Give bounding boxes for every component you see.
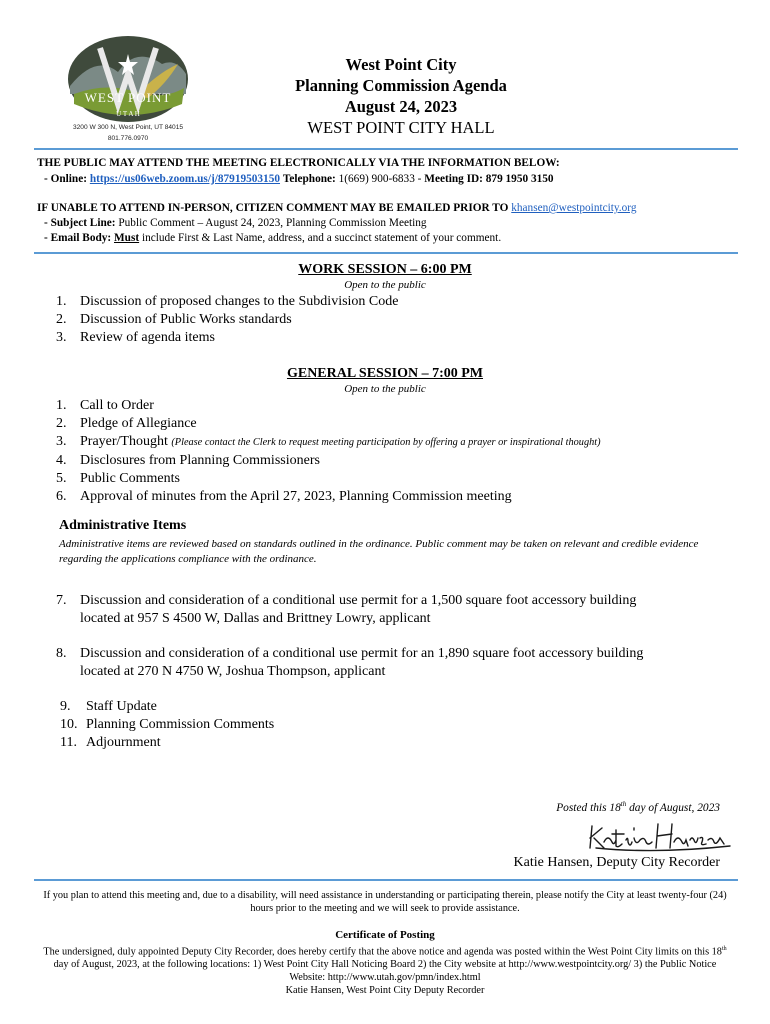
email-link[interactable]: khansen@westpointcity.org <box>511 202 637 214</box>
list-item: 3. Prayer/Thought (Please contact the Clerk to request meeting participation by offering a prayer or inspirational thought) <box>56 434 601 449</box>
agenda-item: 7. Discussion and consideration of a conditional use permit for a 1,500 square foot accessory building located at 957 S 4500 W, Dallas and Brittney Lowry, applicant <box>56 593 637 626</box>
agenda-header <box>260 54 542 138</box>
signature-image <box>586 818 732 852</box>
list-item: 5. Public Comments <box>56 471 180 486</box>
signature-text: Katie Hansen <box>586 818 592 819</box>
general-session-subtitle: Open to the public <box>344 383 426 395</box>
body-label: - Email Body: <box>44 232 112 244</box>
admin-description: Administrative items are reviewed based on standards outlined in the ordinance. Public comment may be taken on relevant and credible evidence regarding the applications compliance with the ordinance. <box>59 538 699 565</box>
list-item: 1. Call to Order <box>56 398 154 413</box>
list-item: 4. Disclosures from Planning Commissioners <box>56 453 320 468</box>
work-session-list <box>56 293 398 347</box>
telephone-label: Telephone: <box>282 173 336 185</box>
agenda-title: Planning Commission Agenda <box>295 76 507 95</box>
general-session-list <box>56 397 601 506</box>
body-value: include First & Last Name, address, and a succinct statement of your comment. <box>141 232 502 244</box>
general-session-title: GENERAL SESSION – 7:00 PM <box>286 366 484 381</box>
certificate-text: The undersigned, duly appointed Deputy City Recorder, does hereby certify that the above notice and agenda was posted within the West Point City limits on this 18th day of August, 2023, at the following locations: 1) West Point City Hall Noticing Board 2) the City website at http://www.westpointcity.org/ 3) the Public Notice Website: http://www.utah.gov/pmn/index.html <box>43 946 727 984</box>
closing-list <box>60 698 274 752</box>
list-item: 1. Discussion of proposed changes to the Subdivision Code <box>56 294 399 309</box>
meeting-date: August 24, 2023 <box>344 97 458 116</box>
recorder-name: Katie Hansen, Deputy City Recorder <box>513 855 720 870</box>
admin-heading: Administrative Items <box>59 518 187 533</box>
ada-notice: If you plan to attend this meeting and, due to a disability, will need assistance in understanding or participating therein, please notify the City at least twenty-four (24) hours prior to the meeting and we will seek to provide assistance. <box>43 890 727 914</box>
list-item: 9. Staff Update <box>60 699 157 714</box>
work-session-title: WORK SESSION – 6:00 PM <box>298 262 472 277</box>
online-line <box>44 171 554 187</box>
list-item: 11. Adjournment <box>60 735 161 750</box>
email-heading-line <box>37 200 637 216</box>
subject-value: Public Comment – August 24, 2023, Planning Commission Meeting <box>118 217 427 229</box>
meeting-location: WEST POINT CITY HALL <box>307 118 495 137</box>
list-item: 6. Approval of minutes from the April 27, 2023, Planning Commission meeting <box>56 489 512 504</box>
list-item: 2. Discussion of Public Works standards <box>56 312 292 327</box>
meeting-id: Meeting ID: 879 1950 3150 <box>424 173 554 185</box>
zoom-link[interactable]: https://us06web.zoom.us/j/87919503150 <box>89 173 281 185</box>
body-line <box>44 230 501 246</box>
divider <box>34 252 738 254</box>
work-session-subtitle: Open to the public <box>344 279 426 291</box>
body-must: Must <box>114 232 140 244</box>
address-line: 3200 W 300 N, West Point, UT 84015 <box>72 124 184 131</box>
prayer-note: (Please contact the Clerk to request meeting participation by offering a prayer or inspirational thought) <box>171 437 601 448</box>
online-label: - Online: <box>44 173 87 185</box>
electronic-heading: THE PUBLIC MAY ATTEND THE MEETING ELECTRONICALLY VIA THE INFORMATION BELOW: <box>37 157 560 169</box>
list-item: 10. Planning Commission Comments <box>60 717 275 732</box>
city-name: West Point City <box>345 55 457 74</box>
certificate-title: Certificate of Posting <box>335 929 435 941</box>
city-address <box>40 122 216 144</box>
divider <box>34 148 738 150</box>
subject-label: - Subject Line: <box>44 217 116 229</box>
agenda-item: 8. Discussion and consideration of a conditional use permit for an 1,890 square foot accessory building located at 270 N 4750 W, Joshua Thompson, applicant <box>56 646 644 679</box>
certificate-signoff: Katie Hansen, West Point City Deputy Recorder <box>285 985 485 996</box>
phone-line: 801.776.0970 <box>107 135 149 142</box>
logo-text: WEST POINT <box>84 90 172 105</box>
subject-line <box>44 215 427 231</box>
posted-date: Posted this 18th day of August, 2023 <box>556 800 720 814</box>
divider <box>34 879 738 881</box>
list-item: 2. Pledge of Allegiance <box>56 416 197 431</box>
city-logo <box>66 34 190 124</box>
logo-state: U T A H <box>116 110 140 118</box>
telephone-value: 1(669) 900-6833 - <box>338 173 422 185</box>
email-heading: IF UNABLE TO ATTEND IN-PERSON, CITIZEN COMMENT MAY BE EMAILED PRIOR TO <box>37 202 509 214</box>
list-item: 3. Review of agenda items <box>56 330 215 345</box>
